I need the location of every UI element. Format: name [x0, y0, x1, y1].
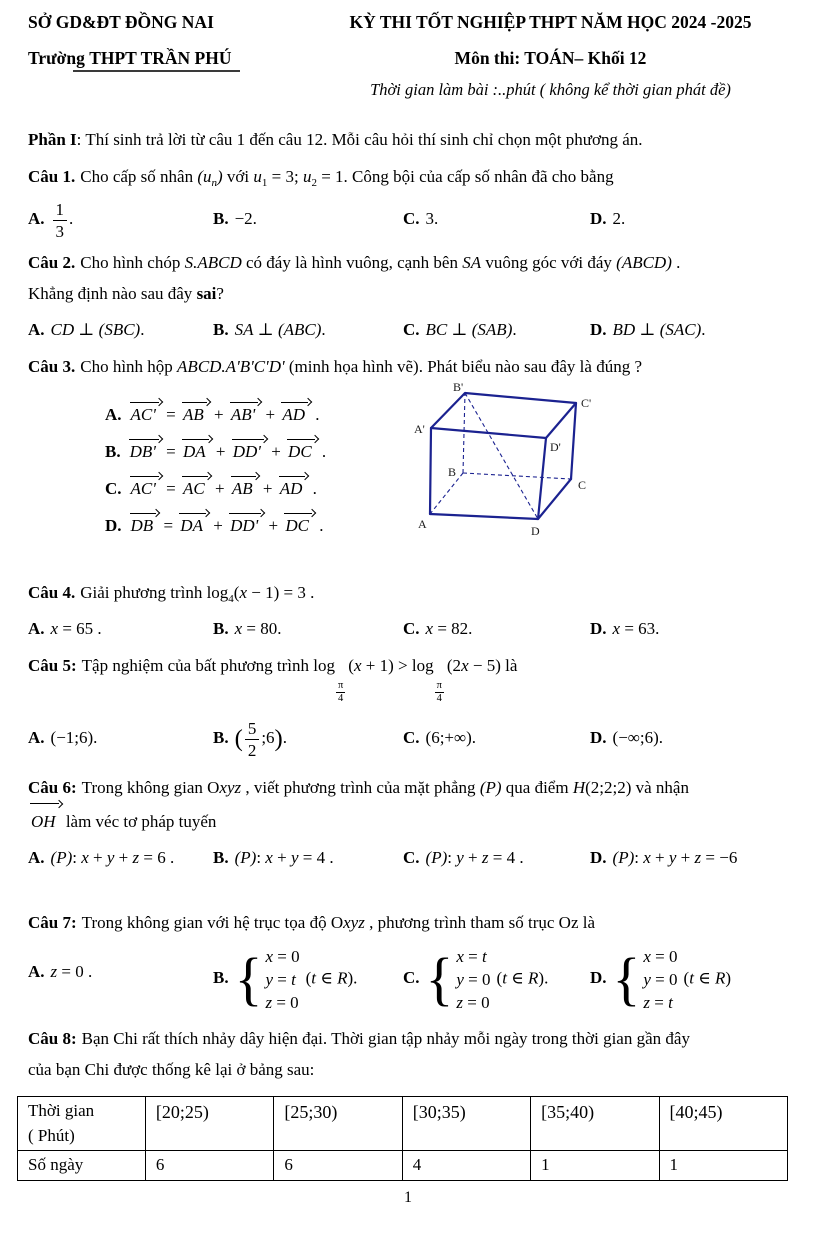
q1-option-b: B. −2. [213, 209, 257, 229]
table-cell-days-2: 6 [274, 1151, 402, 1181]
department-name: SỞ GD&ĐT ĐỒNG NAI [28, 12, 214, 32]
duration-line: Thời gian làm bài :..phút ( không kể thời gian phát đề) [370, 80, 731, 99]
table-header-days: Số ngày [18, 1151, 146, 1181]
table-row-days [18, 1151, 788, 1181]
table-header-time [18, 1096, 146, 1150]
q3-option-b: B. DB' = DA + DD' + DC . [105, 439, 435, 462]
question-8-text [28, 1023, 788, 1086]
question-5-text [28, 650, 788, 705]
table-cell-interval-3: [30;35) [402, 1096, 530, 1150]
q7-option-b: B. { x = 0 y = t z = 0 (t ∈ R). [213, 945, 358, 1013]
question-2 [28, 247, 788, 345]
school-prefix: Trường [28, 48, 85, 68]
table-cell-interval-1: [20;25) [145, 1096, 273, 1150]
question-3 [28, 351, 788, 563]
q4-option-b: B. x = 80. [213, 618, 282, 638]
q6-option-b: B. (P): x + y = 4 . [213, 847, 334, 867]
vertex-label-b: B [448, 464, 457, 479]
q3-option-a: A. AC' = AB + AB' + AD . [105, 402, 435, 425]
table-cell-interval-5: [40;45) [659, 1096, 787, 1150]
q6-option-a: A. (P): x + y + z = 6 . [28, 847, 175, 867]
question-8 [28, 1023, 788, 1181]
exam-title: KỲ THI TỐT NGHIỆP THPT NĂM HỌC 2024 -2025 [349, 12, 752, 32]
question-6-text [28, 772, 788, 838]
header-right-block [313, 12, 788, 100]
q7-option-c: C. { x = t y = 0 z = 0 (t ∈ R). [403, 945, 549, 1013]
q5-option-d: D. (−∞;6). [590, 728, 664, 748]
question-1-text [28, 161, 788, 193]
q5-option-a: A. (−1;6). [28, 728, 98, 748]
question-2-options [28, 316, 788, 345]
q4-option-c: C. x = 82. [403, 618, 473, 638]
vertex-label-d: D [531, 523, 540, 538]
q6-option-d: D. (P): x + y + z = −6 [590, 847, 738, 867]
question-4 [28, 577, 788, 644]
question-5-label: Câu 5: [28, 655, 77, 675]
school-name: THPT TRẦN PHÚ [73, 48, 239, 72]
header-left-block [28, 12, 313, 100]
question-7 [28, 907, 788, 1013]
table-cell-interval-4: [35;40) [531, 1096, 659, 1150]
q1-option-d: D. 2. [590, 209, 626, 229]
part1-text: : Thí sinh trả lời từ câu 1 đến câu 12. Mỗi câu hỏi thí sinh chỉ chọn một phương án. [76, 130, 643, 149]
question-3-text [28, 351, 788, 382]
q3-option-d: D. DB = DA + DD' + DC . [105, 513, 435, 536]
q3-option-c: C. AC' = AC + AB + AD . [105, 476, 435, 499]
question-2-body: Cho hình chóp S.ABCD có đáy là hình vuông, cạnh bên SA vuông góc với đáy (ABCD) . Khẳng định nào sau đây sai? [28, 252, 681, 304]
question-6-body: Trong không gian Oxyz , viết phương trình của mặt phẳng (P) qua điểm H(2;2;2) và nhận OH làm véc tơ pháp tuyến [28, 778, 689, 831]
question-4-options [28, 615, 788, 644]
q2-option-b: B. SA ⊥ (ABC). [213, 319, 326, 339]
vertex-label-a-prime: A' [414, 421, 425, 436]
question-3-body: Cho hình hộp ABCD.A'B'C'D' (minh họa hình vẽ). Phát biểu nào sau đây là đúng ? [80, 356, 642, 376]
table-cell-days-4: 1 [531, 1151, 659, 1181]
q6-option-c: C. (P): y + z = 4 . [403, 847, 524, 867]
q1-option-a: A. $\frac{1}{3}$ . [28, 199, 74, 241]
question-3-label: Câu 3. [28, 356, 76, 376]
question-2-text [28, 247, 788, 310]
question-1-options [28, 200, 788, 241]
frequency-table [17, 1096, 788, 1181]
q2-option-d: D. BD ⊥ (SAC). [590, 319, 706, 339]
table-row-time [18, 1096, 788, 1150]
figure-solid-edges [430, 393, 576, 519]
q1-option-c: C. 3. [403, 209, 439, 229]
exam-header [28, 12, 788, 100]
question-5-options [28, 719, 788, 760]
question-6-label: Câu 6: [28, 777, 77, 797]
time-label-line2: ( Phút) [28, 1125, 75, 1145]
question-6-options [28, 844, 788, 873]
question-1-body: Cho cấp số nhân $(u_n)$ với $u_1 = 3$; $u_2 = 1$. Công bội của cấp số nhân đã cho bằng [80, 167, 614, 190]
time-label-line1: Thời gian [28, 1100, 95, 1120]
question-7-text [28, 907, 788, 938]
page-number: 1 [404, 1188, 412, 1206]
vertex-label-a: A [418, 516, 427, 531]
question-7-body: Trong không gian với hệ trục tọa độ Oxyz , phương trình tham số trục Oz là [81, 912, 596, 932]
question-4-body: Giải phương trình $\log_4(x - 1) = 3$ . [80, 582, 315, 605]
q2-option-c: C. BC ⊥ (SAB). [403, 319, 517, 339]
q2-option-a: A. CD ⊥ (SBC). [28, 319, 145, 339]
question-5-body: Tập nghiệm của bất phương trình log $\frac{\pi}{4}$ (x + 1) > log $\frac{\pi}{4}$ (2x − 5) là [81, 655, 518, 705]
question-7-label: Câu 7: [28, 912, 77, 932]
question-1-label: Câu 1. [28, 167, 76, 187]
part1-intro [28, 124, 788, 155]
table-cell-days-5: 1 [659, 1151, 787, 1181]
q5-option-c: C. (6;+∞). [403, 728, 477, 748]
question-5 [28, 650, 788, 760]
figure-hidden-edges [430, 393, 571, 519]
q5-option-b: B. ( $\frac{5}{2}$ ;6). [213, 718, 288, 760]
school-line [28, 48, 313, 69]
vertex-label-c-prime: C' [581, 395, 592, 410]
question-4-label: Câu 4. [28, 582, 76, 602]
question-8-body: Bạn Chi rất thích nhảy dây hiện đại. Thời gian tập nhảy mỗi ngày trong thời gian gần đây của bạn Chi được thống kê lại ở bảng sau: [28, 1028, 690, 1080]
question-3-options [105, 402, 435, 536]
table-cell-interval-2: [25;30) [274, 1096, 402, 1150]
vertex-label-d-prime: D' [550, 439, 561, 454]
table-cell-days-1: 6 [145, 1151, 273, 1181]
question-7-options [28, 946, 788, 1013]
vertex-label-c: C [578, 477, 587, 492]
part1-label: Phần I [28, 130, 77, 149]
q7-option-d: D. { x = 0 y = 0 z = t (t ∈ R) [590, 945, 732, 1013]
question-4-text [28, 577, 788, 609]
q4-option-a: A. x = 65 . [28, 618, 102, 638]
question-1 [28, 161, 788, 240]
question-2-label: Câu 2. [28, 252, 76, 272]
q4-option-d: D. x = 63. [590, 618, 660, 638]
q7-option-a: A. z = 0 . [28, 961, 93, 981]
question-8-label: Câu 8: [28, 1028, 77, 1048]
question-6 [28, 772, 788, 873]
subject-line: Môn thi: TOÁN– Khối 12 [454, 48, 647, 68]
parallelepiped-figure [413, 381, 627, 541]
vertex-label-b-prime: B' [453, 380, 464, 394]
table-cell-days-3: 4 [402, 1151, 530, 1181]
